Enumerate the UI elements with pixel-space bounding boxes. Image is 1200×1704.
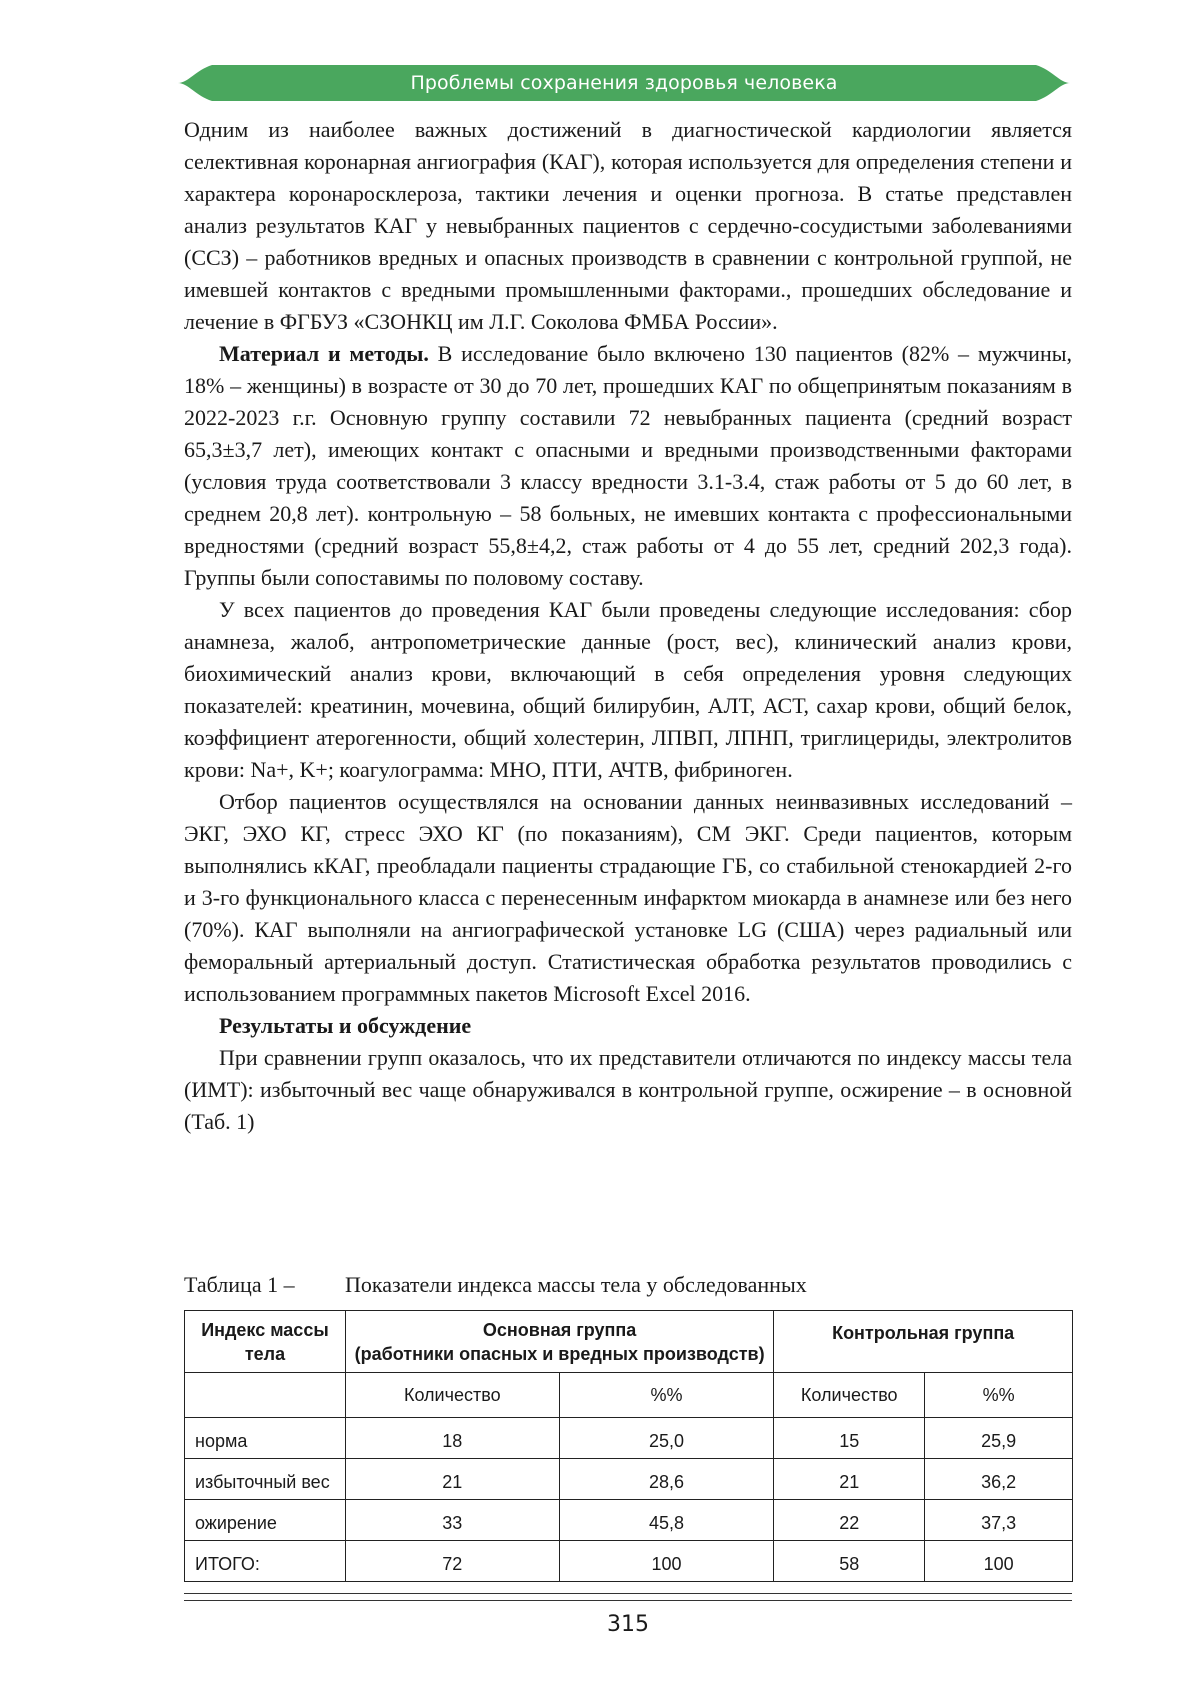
table-caption-number: Таблица 1 – [184, 1272, 295, 1297]
cell-main-pct: 25,0 [559, 1418, 774, 1459]
cell-main-pct: 45,8 [559, 1500, 774, 1541]
header-bmi-index: Индекс массы тела [185, 1311, 346, 1373]
results-paragraph: При сравнении групп оказалось, что их представители отличаются по индексу массы тела (ИМТ): избыточный вес чаще обнаруживался в контрольной группе, осжирение – в основной (Таб. 1) [184, 1045, 1072, 1134]
cell-main-count: 18 [345, 1418, 559, 1459]
methods-paragraph [184, 338, 1072, 594]
table-row [185, 1418, 1073, 1459]
page-number: 315 [607, 1612, 649, 1637]
table-row [185, 1500, 1073, 1541]
row-label: ИТОГО: [185, 1541, 346, 1582]
header-main-group-title: Основная группа [482, 1319, 637, 1340]
cell-main-pct: 28,6 [559, 1459, 774, 1500]
header-control-group: Контрольная группа [774, 1311, 1073, 1373]
selection-paragraph: Отбор пациентов осуществлялся на основании данных неинвазивных исследований – ЭКГ, ЭХО КГ, стресс ЭХО КГ (по показаниям), СМ ЭКГ. Среди пациентов, которым выполнялись кКАГ, преобладали пациенты страдающие ГБ, со стабильной стенокардией 2-го и 3-го функционального класса с перенесенным инфарктом миокарда в анамнезе или без него (70%). КАГ выполняли на ангиографической установке LG (США) через радиальный или феморальный артериальный доступ. Статистическая обработка результатов проводились с использованием программных пакетов Microsoft Excel 2016. [184, 789, 1072, 1006]
subheader-main-pct: %% [559, 1373, 774, 1418]
cell-ctrl-count: 21 [774, 1459, 925, 1500]
methods-text: В исследование было включено 130 пациентов (82% – мужчины, 18% – женщины) в возрасте от 30 до 70 лет, прошедших КАГ по общепринятым показаниям в 2022-2023 г.г. Основную группу составили 72 невыбранных пациента (средний возраст 65,3±3,7 лет), имеющих контакт с опасными и вредными производственными факторами (условия труда соответствовали 3 классу вредности 3.1-3.4, стаж работы от 5 до 60 лет, в среднем 20,8 лет). контрольную – 58 больных, не имевших контакта с профессиональными вредностями (средний возраст 55,8±4,2, стаж работы от 4 до 55 лет, средний 202,3 года). Группы были сопоставимы по половому составу. [184, 341, 1072, 590]
cell-main-count: 72 [345, 1541, 559, 1582]
table-subheader-row [185, 1373, 1073, 1418]
cell-ctrl-count: 58 [774, 1541, 925, 1582]
studies-paragraph: У всех пациентов до проведения КАГ были проведены следующие исследования: сбор анамнеза, жалоб, антропометрические данные (рост, вес), клинический анализ крови, биохимический анализ крови, включающий в себя определения уровня следующих показателей: креатинин, мочевина, общий билирубин, АЛТ, АСТ, сахар крови, общий белок, коэффициент атерогенности, общий холестерин, ЛПВП, ЛПНП, триглицериды, электролитов крови: Na+, K+; коагулограмма: МНО, ПТИ, АЧТВ, фибриноген. [184, 597, 1072, 782]
cell-ctrl-count: 15 [774, 1418, 925, 1459]
table-caption-text: Показатели индекса массы тела у обследованных [345, 1272, 807, 1297]
cell-main-count: 21 [345, 1459, 559, 1500]
row-label: ожирение [185, 1500, 346, 1541]
table-header-row [185, 1311, 1073, 1373]
subheader-main-count: Количество [345, 1373, 559, 1418]
subheader-empty [185, 1373, 346, 1418]
cell-ctrl-pct: 37,3 [925, 1500, 1073, 1541]
header-main-group-subtitle: (работники опасных и вредных производств) [354, 1343, 765, 1364]
row-label: норма [185, 1418, 346, 1459]
bmi-table [184, 1310, 1073, 1582]
cell-main-pct: 100 [559, 1541, 774, 1582]
cell-ctrl-pct: 100 [925, 1541, 1073, 1582]
row-label: избыточный вес [185, 1459, 346, 1500]
methods-lead: Материал и методы. [219, 341, 429, 366]
header-banner [178, 64, 1070, 102]
results-heading: Результаты и обсуждение [219, 1013, 472, 1038]
cell-main-count: 33 [345, 1500, 559, 1541]
cell-ctrl-pct: 36,2 [925, 1459, 1073, 1500]
header-main-group [345, 1311, 773, 1373]
table-caption [184, 1269, 1072, 1301]
intro-paragraph: Одним из наиболее важных достижений в диагностической кардиологии является селективная коронарная ангиография (КАГ), которая используется для определения степени и характера коронаросклероза, тактики лечения и оценки прогноза. В статье представлен анализ результатов КАГ у невыбранных пациентов с сердечно-сосудистыми заболеваниями (ССЗ) – работников вредных и опасных производств в сравнении с контрольной группой, не имевшей контактов с вредными промышленными факторами., прошедших обследование и лечение в ФГБУЗ «СЗОНКЦ им Л.Г. Соколова ФМБА России». [184, 117, 1072, 334]
article-body [184, 114, 1072, 1138]
cell-ctrl-count: 22 [774, 1500, 925, 1541]
subheader-ctrl-pct: %% [925, 1373, 1073, 1418]
table-row [185, 1541, 1073, 1582]
table-row [185, 1459, 1073, 1500]
footer-divider [184, 1593, 1072, 1601]
subheader-ctrl-count: Количество [774, 1373, 925, 1418]
running-header-title: Проблемы сохранения здоровья человека [410, 72, 838, 94]
cell-ctrl-pct: 25,9 [925, 1418, 1073, 1459]
